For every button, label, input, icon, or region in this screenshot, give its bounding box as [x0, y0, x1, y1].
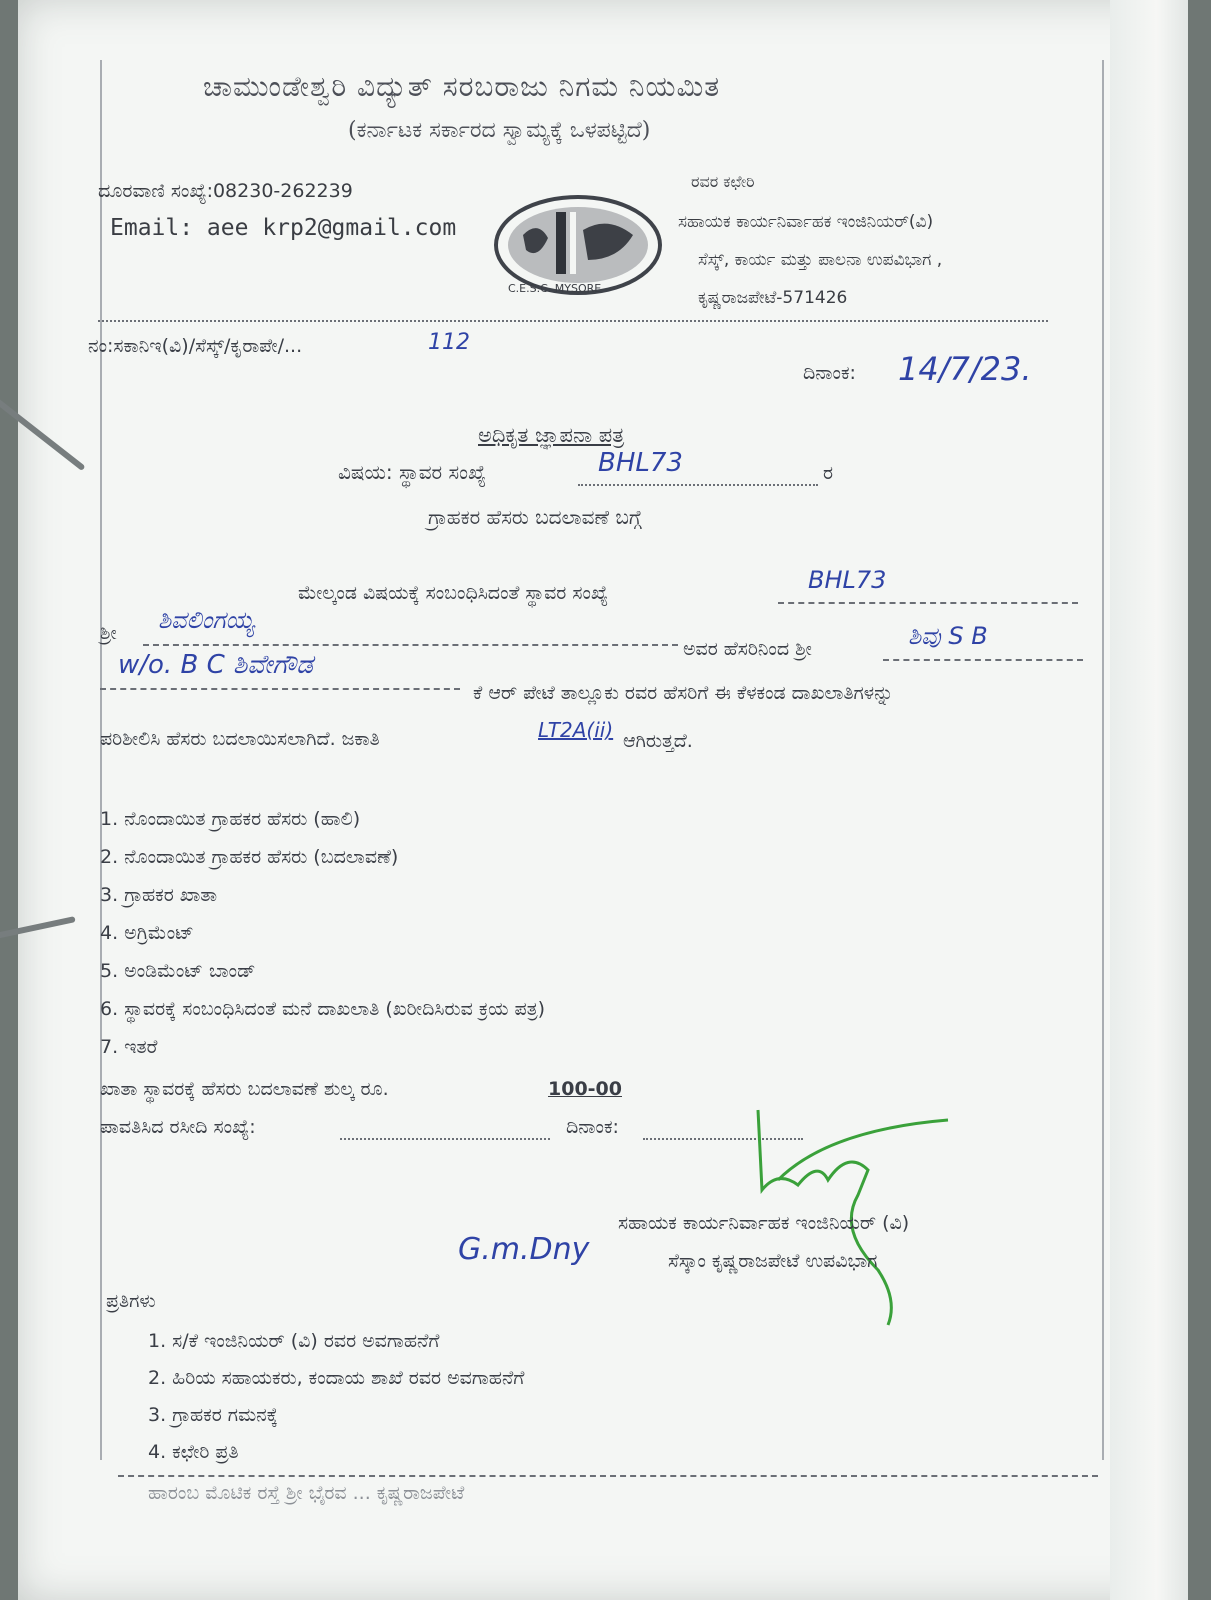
memo-title: ಅಧಿಕೃತ ಜ್ಞಾಪನಾ ಪತ್ರ: [478, 423, 625, 447]
copy-item: 1. ಸ/ಕೆ ಇಂಜಿನಿಯರ್ (ವಿ) ರವರ ಅವಗಾಹನೆಗೆ: [148, 1330, 440, 1352]
email-address: Email: aee krp2@gmail.com: [110, 215, 457, 241]
date-label: ದಿನಾಂಕ:: [803, 362, 856, 384]
copy-item: 4. ಕಛೇರಿ ಪ್ರತಿ: [148, 1441, 239, 1463]
phone-number: ದೂರವಾಣಿ ಸಂಖ್ಯೆ:08230-262239: [98, 180, 353, 202]
old-consumer-name: ಶಿವಲಿಂಗಯ್ಯ: [158, 606, 255, 634]
document-item: 5. ಅಂಡಿಮೆಂಟ್ ಬಾಂಡ್: [100, 960, 256, 982]
new-consumer-name: ಶಿವು S B: [908, 622, 988, 650]
para-line-3: ಕೆ ಆರ್ ಪೇಟೆ ತಾಲ್ಲೂಕು ರವರ ಹೆಸರಿಗೆ ಈ ಕೆಳಕಂಡ ದಾಖಲಾತಿಗಳನ್ನು: [473, 682, 894, 704]
document-item: 3. ಗ್ರಾಹಕರ ಖಾತಾ: [100, 884, 218, 906]
header-divider: [98, 320, 1048, 322]
copies-heading: ಪ್ರತಿಗಳು: [106, 1290, 156, 1312]
document-item: 4. ಅಗ್ರಿಮೆಂಟ್: [100, 922, 194, 944]
para-line-4-end: ಆಗಿರುತ್ತದೆ.: [623, 730, 693, 752]
org-subtitle: (ಕರ್ನಾಟಕ ಸರ್ಕಾರದ ಸ್ವಾಮ್ಯಕ್ಕೆ ಒಳಪಟ್ಟಿದೆ): [348, 118, 651, 143]
sri-prefix-1: ಶ್ರೀ: [100, 622, 117, 644]
office-line-4: ಕೃಷ್ಣರಾಜಪೇಟೆ-571426: [698, 288, 848, 308]
document-item: 6. ಸ್ಥಾವರಕ್ಕೆ ಸಂಬಂಧಿಸಿದಂತೆ ಮನೆ ದಾಖಲಾತಿ (ಖರೀದಿಸಿರುವ ಕ್ರಯ ಪತ್ರ): [100, 998, 546, 1020]
copy-item: 3. ಗ್ರಾಹಕರ ಗಮನಕ್ಕೆ: [148, 1404, 278, 1426]
page-edge: [1110, 0, 1188, 1600]
initials-signature: G.m.Dny: [458, 1232, 590, 1267]
office-line-2: ಸಹಾಯಕ ಕಾರ್ಯನಿರ್ವಾಹಕ ಇಂಜಿನಿಯರ್(ವಿ): [678, 212, 934, 232]
office-line-3: ಸೆಸ್ಕ್, ಕಾರ್ಯ ಮತ್ತು ಪಾಲನಾ ಉಪವಿಭಾಗ ,: [698, 250, 943, 270]
footer-divider: [118, 1475, 1098, 1477]
cesc-logo: [488, 190, 668, 300]
document-item: 2. ನೊಂದಾಯಿತ ಗ್ರಾಹಕರ ಹೆಸರು (ಬದಲಾವಣೆ): [100, 846, 399, 868]
tariff-value: LT2A(ii): [538, 718, 614, 742]
office-line-1: ರವರ ಕಛೇರಿ: [691, 172, 755, 191]
document-item: 1. ನೊಂದಾಯಿತ ಗ್ರಾಹಕರ ಹೆಸರು (ಹಾಲಿ): [100, 808, 361, 830]
document-page: [18, 0, 1188, 1600]
para-middle: ಅವರ ಹೆಸರಿನಿಂದ ಶ್ರೀ: [683, 638, 812, 660]
date-value: 14/7/23.: [898, 350, 1032, 388]
signatory-office: ಸೆಸ್ಕಾಂ ಕೃಷ್ಣರಾಜಪೇಟೆ ಉಪವಿಭಾಗ: [668, 1250, 878, 1272]
para-line-4: ಪರಿಶೀಲಿಸಿ ಹೆಸರು ಬದಲಾಯಿಸಲಾಗಿದೆ. ಜಕಾತಿ: [100, 728, 380, 750]
receipt-date-label: ದಿನಾಂಕ:: [566, 1116, 619, 1138]
subject-suffix: ರ: [823, 462, 834, 484]
signatory-designation: ಸಹಾಯಕ ಕಾರ್ಯನಿರ್ವಾಹಕ ಇಂಜಿನಿಯರ್ (ವಿ): [618, 1212, 910, 1234]
reference-number-label: ನಂ:ಸಕಾನಿಇ(ವಿ)/ಸೆಸ್ಕ್/ಕೃರಾಪೇ/...: [88, 335, 303, 357]
logo-text: C.E.S.C. MYSORE: [508, 282, 602, 295]
subject-value: BHL73: [598, 448, 683, 478]
footer-address: ಹಾರಂಬ ಮೊಟಿಕ ರಸ್ತೆ ಶ್ರೀ ಭೈರವ ... ಕೃಷ್ಣರಾಜಪೇಟೆ: [148, 1482, 465, 1504]
document-item: 7. ಇತರೆ: [100, 1036, 158, 1058]
org-name: ಚಾಮುಂಡೇಶ್ವರಿ ವಿದ್ಯುತ್ ಸರಬರಾಜು ನಿಗಮ ನಿಯಮಿತ: [203, 70, 721, 103]
reference-number-value: 112: [428, 330, 470, 355]
relation-text: w/o. B C ಶಿವೇಗೌಡ: [118, 650, 313, 680]
subject-label: ವಿಷಯ: ಸ್ಥಾವರ ಸಂಖ್ಯೆ: [338, 460, 487, 484]
fee-label: ಖಾತಾ ಸ್ಥಾವರಕ್ಕೆ ಹೆಸರು ಬದಲಾವಣೆ ಶುಲ್ಕ ರೂ.: [100, 1078, 389, 1100]
receipt-label: ಪಾವತಿಸಿದ ರಸೀದಿ ಸಂಖ್ಯೆ:: [100, 1116, 256, 1138]
copy-item: 2. ಹಿರಿಯ ಸಹಾಯಕರು, ಕಂದಾಯ ಶಾಖೆ ರವರ ಅವಗಾಹನೆಗೆ: [148, 1367, 525, 1389]
para-line-1: ಮೇಲ್ಕಂಡ ವಿಷಯಕ್ಕೆ ಸಂಬಂಧಿಸಿದಂತೆ ಸ್ಥಾವರ ಸಂಖ್ಯೆ: [298, 582, 609, 604]
fee-amount: 100-00: [548, 1078, 622, 1100]
installation-number: BHL73: [808, 566, 887, 594]
subject-line-2: ಗ್ರಾಹಕರ ಹೆಸರು ಬದಲಾವಣೆ ಬಗ್ಗೆ: [428, 505, 642, 529]
receipt-line: [340, 1116, 550, 1140]
